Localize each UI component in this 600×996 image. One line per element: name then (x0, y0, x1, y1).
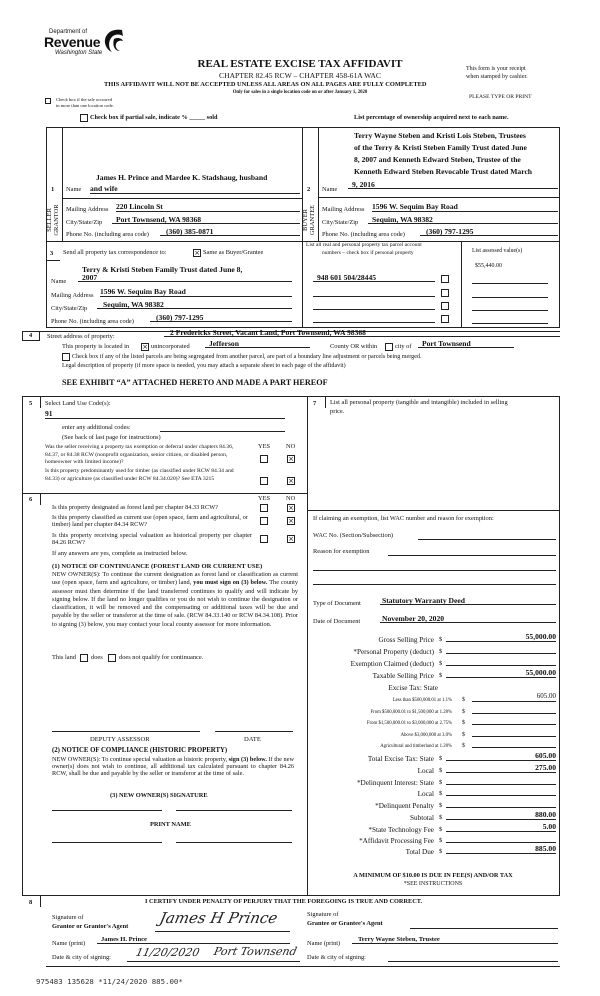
currency-sign: $ (439, 790, 443, 797)
buyer-name-line-3: 8, 2007 and Kenneth Edward Steben, Trustee of the (354, 155, 521, 164)
delinquent-state-label: *Delinquent Interest: State (356, 779, 434, 787)
buyer-name-line-4: Kenneth Edward Steben Revocable Trust dated March (354, 167, 533, 176)
currency-sign: $ (439, 802, 443, 809)
sec5-q1-no-checkbox[interactable]: × (288, 455, 294, 463)
tier5-field[interactable] (472, 738, 556, 748)
processing-fee-label: *Affidavit Processing Fee (359, 837, 434, 845)
located-label: This property is located in (62, 343, 130, 350)
partial-sale-label: Check box if partial sale, indicate % _____ sold (90, 114, 218, 121)
buyer-city-label: City/State/Zip (322, 219, 359, 226)
gross-label: Gross Selling Price (378, 636, 434, 644)
sec8-number: 8 (29, 899, 33, 906)
this-land-label: This land (52, 654, 76, 661)
sec5-q2: Is this property predominantly used for timber (as classified under RCW 84.34 and 84.33) or agriculture (as classified under RCW 84.34.020)? See ETA 3215 (45, 468, 234, 482)
seller-city-field[interactable]: Port Townsend, WA 98368 (112, 215, 300, 224)
new-owner-signature-line[interactable] (52, 810, 162, 811)
processing-fee-field[interactable] (446, 833, 556, 843)
street-address-field[interactable]: 2 Fredericks Street, Vacant Land, Port Townsend, WA 98368 (164, 328, 560, 337)
parcel-personal-checkbox[interactable] (441, 302, 449, 310)
grantee-date-label: Date & city of signing: (307, 954, 366, 961)
notice2-text-bold: sign (3) below. (228, 756, 267, 763)
grantor-date-line[interactable] (127, 961, 300, 962)
see-back-note: (See back of last page for instructions) (62, 434, 161, 441)
legal-description-exhibit: SEE EXHIBIT “A” ATTACHED HERETO AND MADE A PART HEREOF (62, 378, 328, 387)
currency-sign: $ (462, 743, 465, 749)
delinquent-state-field[interactable] (446, 775, 556, 785)
total-due-field[interactable]: 885.00 (446, 844, 556, 854)
print-name-label: PRINT NAME (150, 821, 191, 828)
sec6-q1-no-checkbox[interactable]: × (288, 504, 294, 512)
minimum-due-note: A MINIMUM OF $10.00 IS DUE IN FEE(S) AND/OR TAX (353, 872, 513, 879)
sec3-mailing-field[interactable]: 1596 W. Sequim Bay Road (100, 287, 292, 297)
tier3-label: From $1,500,000.01 to $3,000,000 at 2.75% (366, 721, 452, 726)
sec5-number: 5 (29, 400, 33, 407)
seller-mailing-field[interactable]: 220 Lincoln St (116, 202, 300, 212)
sec6-q3-yes-checkbox[interactable] (260, 535, 268, 543)
grantor-name-field[interactable]: James H. Prince (97, 935, 290, 944)
grantee-signature-line[interactable] (410, 928, 558, 929)
please-type: PLEASE TYPE OR PRINT (469, 94, 532, 100)
seller-name-field[interactable]: and wife (90, 184, 300, 194)
currency-sign: $ (439, 660, 443, 667)
sec6-q3-no-checkbox[interactable]: × (288, 535, 294, 543)
seller-side-label (47, 200, 60, 240)
currency-sign: $ (439, 814, 443, 821)
dor-logo-icon (100, 26, 128, 54)
land-does-not-label: does not qualify for continuance. (119, 654, 204, 661)
delinquent-local-label: Local (417, 790, 434, 798)
exemption-claimed-field[interactable] (446, 656, 556, 666)
land-does-label: does (91, 654, 103, 661)
if-any-yes-note: If any answers are yes, complete as instructed below. (52, 550, 188, 557)
penalty-field[interactable] (446, 798, 556, 808)
deputy-date-line[interactable] (215, 731, 293, 732)
buyer-name-field[interactable]: 9, 2016 (348, 180, 558, 189)
notice1-text-bold: you must sign on (3) below. (193, 579, 268, 587)
seller-phone-field[interactable]: (360) 385-0871 (160, 227, 300, 236)
print-name-line[interactable] (176, 842, 292, 843)
unincorporated-label: unincorporated (151, 343, 190, 350)
legal-description-label: Legal description of property (if more space is needed, you may attach a separate sheet to each page of the affidavit) (62, 363, 346, 369)
exemption-claimed-label: Exemption Claimed (deduct) (350, 660, 434, 668)
sec6-q1: Is this property designated as forest land per chapter 84.33 RCW? (52, 504, 218, 511)
grantee-name-field[interactable]: Terry Wayne Steben, Trustee (352, 935, 558, 944)
reason-field[interactable] (388, 555, 556, 556)
sec3-phone-field[interactable]: (360) 797-1295 (150, 313, 292, 322)
grantee-label: GRANTEE (308, 204, 316, 236)
print-name-line[interactable] (52, 842, 162, 843)
tier4-field[interactable] (472, 727, 556, 737)
new-owner-signature-line[interactable] (176, 810, 292, 811)
parcel-header-2: numbers – check box if personal property (322, 250, 414, 256)
segregated-checkbox[interactable] (62, 353, 70, 361)
seller-name-label: Name (66, 186, 82, 193)
grantee-name-label: Name (print) (307, 940, 341, 947)
currency-sign: $ (462, 709, 465, 715)
sec6-no-header: NO (286, 495, 296, 502)
subtotal-field[interactable]: 880.00 (446, 810, 556, 820)
tier3-field[interactable] (472, 715, 556, 725)
buyer-section-number: 2 (307, 186, 311, 193)
land-use-label: Select Land Use Code(s): (45, 400, 111, 407)
currency-sign: $ (439, 636, 443, 643)
currency-sign: $ (439, 826, 443, 833)
currency-sign: $ (462, 697, 465, 703)
total-state-field[interactable]: 605.00 (446, 751, 556, 761)
buyer-city-field[interactable]: Sequim, WA 98382 (368, 215, 558, 224)
logo-state: Washington State (55, 50, 103, 56)
reason-label: Reason for exemption (313, 548, 370, 555)
notice2-text (52, 756, 294, 778)
buyer-phone-label: Phone No. (including area code) (322, 231, 405, 238)
multi-location-checkbox[interactable] (45, 98, 51, 104)
grantee-sig-label-2: Grantee or Grantee's Agent (307, 920, 383, 927)
subtotal-label: Subtotal (410, 814, 434, 822)
reason-field-line[interactable] (313, 584, 556, 585)
local-field[interactable]: 275.00 (446, 763, 556, 773)
sec3-name-field[interactable]: 2007 (78, 273, 292, 282)
multi-location-label-2: in more than one location code. (56, 103, 114, 108)
land-use-code-field[interactable]: 91 (45, 409, 285, 419)
currency-sign: $ (462, 732, 465, 738)
sec6-q3: Is this property receiving special valuation as historical property per chapter 84.26 RCW? (52, 532, 252, 546)
multi-location-label-1: Check box if the sale occurred (56, 97, 112, 102)
doc-type-field[interactable]: Statutory Warranty Deed (380, 596, 556, 605)
currency-sign: $ (439, 648, 443, 655)
sec3-name-label: Name (51, 278, 67, 285)
buyer-name-line-1: Terry Wayne Steben and Kristi Lois Steben, Trustees (354, 131, 526, 140)
buyer-name-line-2: of the Terry & Kristi Steben Family Trust dated June (354, 143, 527, 152)
seller-city-label: City/State/Zip (66, 219, 103, 226)
tier2-label: From $500,000.01 to $1,500,000 at 1.28% (370, 710, 452, 715)
excise-state-label: Excise Tax: State (388, 684, 438, 692)
city-field[interactable]: Port Townsend (418, 339, 514, 348)
grantor-sig-label-2: Grantor or Grantor's Agent (52, 923, 129, 930)
form-warning: THIS AFFIDAVIT WILL NOT BE ACCEPTED UNLESS ALL AREAS ON ALL PAGES ARE FULLY COMPLETED (104, 81, 427, 88)
grantor-signature-line[interactable] (155, 931, 290, 932)
currency-sign: $ (439, 837, 443, 844)
city-of-label: city of (395, 343, 412, 350)
seller-section-number: 1 (51, 186, 55, 193)
grantor-date-label: Date & city of signing: (52, 954, 111, 961)
county-field[interactable]: Jefferson (205, 339, 310, 348)
notice2-text-a: NEW OWNER(S): To continue special valuation as historic property, (52, 756, 229, 763)
assessed-value: $55,440.00 (475, 263, 502, 269)
additional-codes-label: enter any additional codes: (62, 424, 131, 431)
currency-sign: $ (439, 779, 443, 786)
city-checkbox[interactable] (385, 343, 393, 351)
tier5-label: Agricultural and timberland at 1.28% (380, 744, 452, 749)
sec6-number: 6 (29, 496, 33, 503)
wac-label: WAC No. (Section/Subsection) (313, 532, 394, 539)
parcel-personal-checkbox[interactable] (441, 275, 449, 283)
sec3-label: Send all property tax correspondence to: (63, 249, 167, 256)
parcel-number-field[interactable]: 948 601 504/28445 (313, 273, 435, 282)
sec5-q1-yes-checkbox[interactable] (260, 455, 268, 463)
grantee-sig-label-1: Signature of (307, 911, 339, 918)
unincorporated-checkbox[interactable]: × (142, 343, 148, 351)
notice2-title: (2) NOTICE OF COMPLIANCE (HISTORIC PROPERTY) (52, 747, 228, 754)
county-or-label: County OR within (330, 343, 378, 350)
grantor-signature: James H Prince (158, 909, 280, 927)
notice1-text (52, 571, 298, 629)
street-label: Street address of property: (47, 333, 115, 340)
taxable-label: Taxable Selling Price (372, 672, 434, 680)
partial-sale-checkbox[interactable] (80, 114, 88, 122)
notice2-text-c: If the new owner(s) does not wish to continue, all additional tax calculated pursuant to chapter 84.26 RCW, shall be due and payable by the seller or transferor at the time of sale. (52, 756, 295, 778)
segregated-label: Check box if any of the listed parcels are being segregated from another parcel, are part of a boundary line adjustment or parcels being merged. (72, 354, 422, 360)
receipt-note-1: This form is your receipt (466, 66, 526, 72)
doc-type-label: Type of Document (313, 600, 361, 607)
local-label: Local (417, 767, 434, 775)
gross-field[interactable]: 55,000.00 (446, 632, 556, 642)
deputy-signature-line[interactable] (52, 731, 200, 732)
sec6-q2-yes-checkbox[interactable] (260, 517, 268, 525)
notice1-title: (1) NOTICE OF CONTINUANCE (FOREST LAND OR CURRENT USE) (52, 563, 263, 570)
seller-label: SELLER (46, 208, 53, 232)
notice1-text-c: The county assessor must then determine if the land transferred continues to qualify and will indicate by signing below. If the land no longer qualifies or you do not wish to continue the designation or classification, it will be removed and the compensating or additional taxes will be due and payable by the seller or transferor at the time of sale. (RCW 84.33.140 or RCW 84.34.108). Prior to signing (3) below, you may contact your local county assessor for more information. (52, 579, 299, 628)
sec3-phone-label: Phone No. (including area code) (51, 318, 134, 325)
sec5-yes-header: YES (258, 443, 271, 450)
tier2-field[interactable] (472, 704, 556, 714)
currency-sign: $ (439, 755, 443, 762)
deputy-date-label: DATE (244, 736, 261, 743)
currency-sign: $ (439, 767, 443, 774)
sec3-mailing-label: Mailing Address (51, 292, 94, 299)
same-as-buyer-checkbox[interactable]: × (194, 249, 200, 257)
doc-date-field[interactable]: November 20, 2020 (380, 614, 556, 623)
form-chapter: CHAPTER 82.45 RCW – CHAPTER 458-61A WAC (219, 71, 381, 80)
currency-sign: $ (462, 720, 465, 726)
penalty-label: *Delinquent Penalty (375, 802, 434, 810)
sec7-label-1: List all personal property (tangible and intangible) included in selling (330, 399, 508, 406)
logo-revenue: Revenue (44, 34, 101, 50)
exemption-header: If claiming an exemption, list WAC number and reason for exemption: (313, 515, 494, 522)
taxable-field[interactable]: 55,000.00 (446, 668, 556, 678)
reason-field-line[interactable] (313, 570, 556, 571)
buyer-name-label: Name (322, 186, 338, 193)
wac-field[interactable] (418, 539, 556, 540)
seller-mailing-label: Mailing Address (66, 206, 109, 213)
sec7-number: 7 (313, 400, 317, 407)
sec4-number: 4 (29, 332, 33, 339)
ownership-pct-note: List percentage of ownership acquired next to each name. (354, 114, 509, 121)
sec6-q2-no-checkbox[interactable]: × (288, 517, 294, 525)
sec5-q2-no-checkbox[interactable]: × (288, 477, 294, 485)
sec3-number: 3 (50, 250, 54, 257)
total-state-label: Total Excise Tax: State (367, 755, 434, 763)
cashier-stamp: 975483 135628 *11/24/2020 885.00* (36, 977, 183, 986)
buyer-phone-field[interactable]: (360) 797-1295 (420, 227, 558, 236)
same-as-buyer-label: Same as Buyer/Grantee (203, 249, 264, 256)
sec5-no-header: NO (286, 443, 296, 450)
assessed-header: List assessed value(s) (472, 248, 523, 254)
sec6-q2: Is this property classified as current use (open space, farm and agricultural, or timber) land per chapter 84.34 RCW? (52, 514, 248, 528)
see-instructions-note: *SEE INSTRUCTIONS (403, 881, 463, 887)
land-does-not-checkbox[interactable] (108, 654, 116, 662)
sec3-name-line-1: Terry & Kristi Steben Family Trust dated June 8, (82, 265, 243, 274)
tier4-label: Above $3,000,000 at 3.0% (400, 733, 452, 738)
delinquent-local-field[interactable] (446, 786, 556, 796)
buyer-mailing-field[interactable]: 1596 W. Sequim Bay Road (372, 202, 558, 212)
tech-fee-field[interactable]: 5.00 (446, 822, 556, 832)
buyer-side-label (303, 200, 316, 240)
certify-statement: I CERTIFY UNDER PENALTY OF PERJURY THAT THE FOREGOING IS TRUE AND CORRECT. (145, 898, 423, 905)
sec6-yes-header: YES (258, 495, 271, 502)
land-does-checkbox[interactable] (80, 654, 88, 662)
buyer-mailing-label: Mailing Address (322, 206, 365, 213)
personal-label: *Personal Property (deduct) (353, 648, 434, 656)
sec5-q1: Was the seller receiving a property tax exemption or deferral under chapters 84.36, 84.37, or 84.38 RCW (nonprofit organization, senior citizen, or disabled person, homeowner with limited income)? (45, 444, 234, 465)
form-only-for: Only for sales in a single location code on or after January 1, 2020 (232, 90, 368, 95)
sec6-q1-yes-checkbox[interactable] (260, 504, 268, 512)
sec5-q2-yes-checkbox[interactable] (260, 477, 268, 485)
sec7-label-2: price. (330, 408, 345, 415)
grantor-city-handwritten: Port Townsend (212, 945, 299, 958)
grantor-name-label: Name (print) (52, 940, 86, 947)
grantor-date-handwritten: 11/20/2020 (134, 946, 201, 959)
logo-dept: Department of (49, 29, 88, 35)
parcel-personal-checkbox[interactable] (441, 289, 449, 297)
doc-date-label: Date of Document (313, 618, 361, 625)
form-title: REAL ESTATE EXCISE TAX AFFIDAVIT (197, 58, 403, 70)
seller-phone-label: Phone No. (including area code) (66, 231, 149, 238)
currency-sign: $ (439, 672, 443, 679)
sec3-city-field[interactable]: Sequim, WA 98382 (97, 300, 292, 309)
tier1-label: Less than $500,000.01 at 1.1% (392, 698, 452, 703)
parcel-personal-checkbox[interactable] (441, 315, 449, 323)
new-owner-signature-label: (3) NEW OWNER(S) SIGNATURE (110, 792, 208, 799)
personal-field[interactable] (446, 644, 556, 654)
sec3-city-label: City/State/Zip (51, 305, 88, 312)
seller-name-line-1: James H. Prince and Mardee K. Stadshaug, husband (96, 173, 268, 182)
tier1-field[interactable]: 605.00 (472, 692, 556, 702)
total-due-label: Total Due (405, 848, 434, 856)
currency-sign: $ (439, 848, 443, 855)
grantee-date-line[interactable] (388, 961, 558, 962)
grantor-sig-label-1: Signature of (52, 914, 84, 921)
additional-codes-field[interactable] (160, 431, 285, 432)
grantor-label: GRANTOR (52, 204, 60, 236)
receipt-note-2: when stamped by cashier. (466, 74, 528, 80)
notice1-text-a: NEW OWNER(S): To continue the current designation as forest land or classification as current use (open space, farm and agriculture, or timber) land, (52, 571, 298, 587)
buyer-label: BUYER (302, 208, 309, 232)
tech-fee-label: *State Technology Fee (368, 826, 434, 834)
parcel-header-1: List all real and personal property tax parcel account (306, 242, 422, 248)
deputy-assessor-label: DEPUTY ASSESSOR (90, 736, 150, 743)
